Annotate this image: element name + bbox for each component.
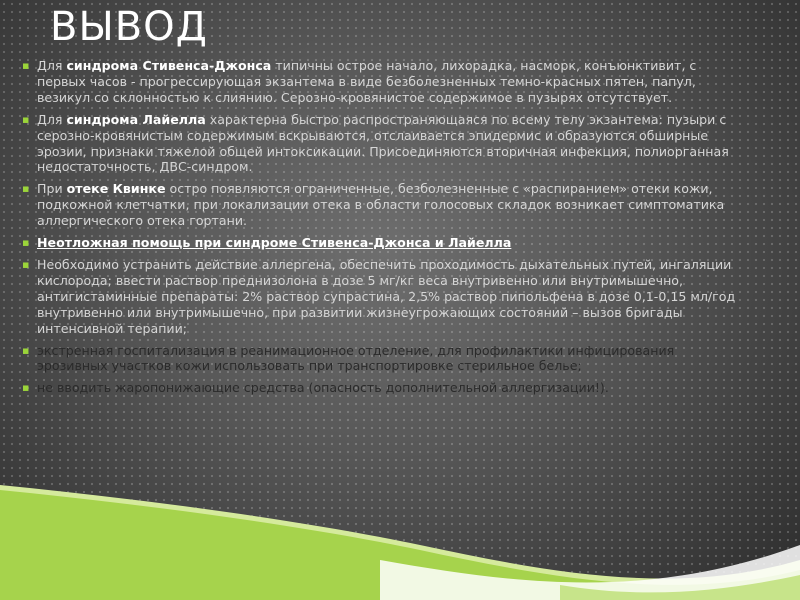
item-text: типичны острое начало, лихорадка, насморк, конъюнктивит, с первых часов - прогрессирующая экзантема в виде безболезненных темно-красных пятен, папул, везикул со склонностью к слиянию. Серозно-кровянистое содержимое в пузырях отсутствует. — [37, 58, 697, 105]
list-item — [22, 380, 746, 396]
item-text: остро появляются ограниченные, безболезненные с «распиранием» отеки кожи, подкожной клетчатки, при локализации отека в области голосовых складок возникает симптоматика аллергического отека гортани. — [37, 181, 725, 229]
list-item — [22, 343, 746, 375]
bullet-icon: ▪ — [22, 343, 30, 357]
bullet-icon: ▪ — [22, 59, 30, 72]
list-item — [22, 181, 746, 229]
section-heading: Неотложная помощь при синдроме Стивенса-Джонса и Лайелла — [37, 235, 512, 251]
item-text: характерна быстро распространяющаяся по всему телу экзантема: пузыри с серозно-кровянистым содержимым вскрываются, отслаивается эпидермис и образуются обширные эрозии, признаки тяжелой общей интоксикации. Присоединяются вторичная инфекция, полиорганная недостаточность, ДВС-синдром. — [37, 111, 729, 175]
list-item — [22, 257, 746, 337]
item-term: отеке Квинке — [66, 181, 166, 197]
bullet-icon: ▪ — [22, 236, 30, 250]
item-prefix: При — [37, 181, 67, 197]
item-term: синдрома Стивенса-Джонса — [66, 58, 272, 73]
item-text: экстренная госпитализация в реанимационное отделение, для профилактики инфицирования эрозивных участков кожи использовать при транспортировке стерильное белье; — [37, 342, 675, 374]
item-term: синдрома Лайелла — [66, 111, 206, 127]
slide-title: ВЫВОД — [50, 4, 208, 50]
list-item — [22, 235, 746, 251]
bullet-icon: ▪ — [22, 257, 30, 271]
list-item — [22, 58, 746, 106]
item-text: не вводить жаропонижающие средства (опасность дополнительной аллергизации!). — [37, 380, 609, 396]
bullet-icon: ▪ — [22, 381, 30, 395]
slide-body — [22, 58, 746, 402]
item-prefix: Для — [37, 111, 67, 127]
item-prefix: Для — [37, 58, 67, 73]
bullet-icon: ▪ — [22, 182, 30, 196]
item-text: Необходимо устранить действие аллергена, обеспечить проходимость дыхательных путей, ингаляции кислорода; ввести раствор преднизолона в дозе 5 мг/кг веса внутривенно или внутримышечно, антигистаминные препараты: 2% раствор супрастина, 2,5% раствор пипольфена в дозе 0,1-0,15 мл/год внутривенно или внутримышечно, при развитии жизнеугрожающих состояний – вызов бригады интенсивной терапии; — [37, 256, 736, 336]
list-item — [22, 112, 746, 176]
bullet-icon: ▪ — [22, 112, 30, 126]
